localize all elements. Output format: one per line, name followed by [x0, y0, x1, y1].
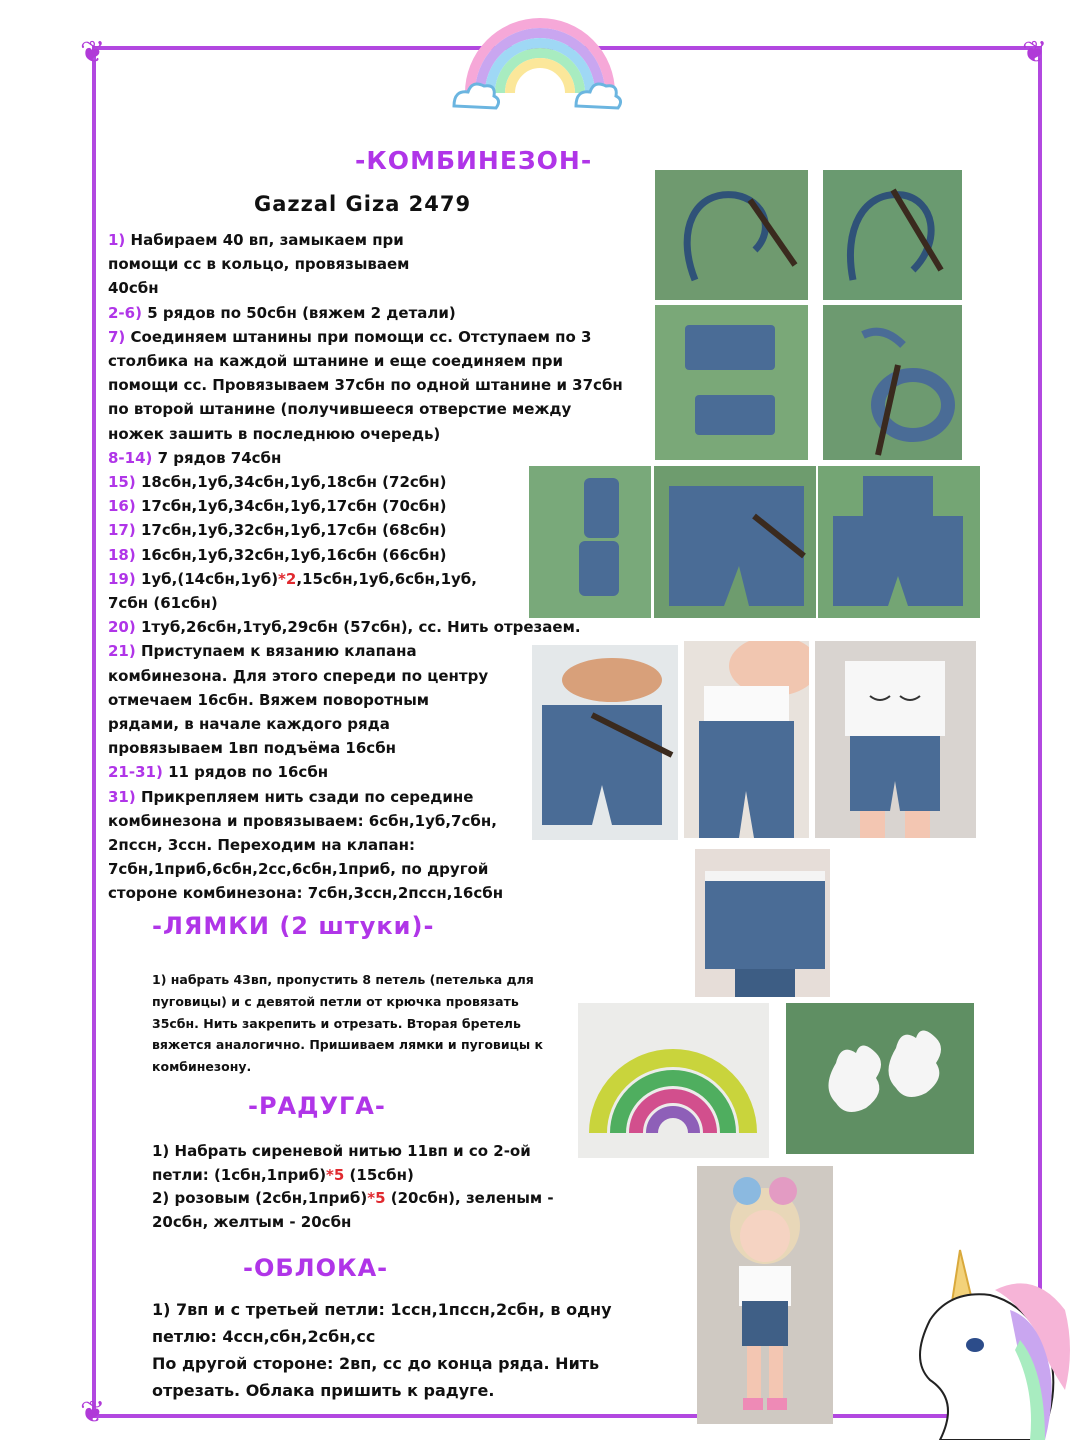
photo-chain-ring-1	[655, 170, 808, 300]
photo-legs	[655, 305, 808, 460]
corner-heart-icon: ❦	[80, 35, 106, 70]
photo-flap-crochet	[532, 645, 678, 840]
rainbow-title: -РАДУГА-	[248, 1092, 386, 1120]
photo-shorts-crochet	[654, 466, 816, 618]
step-8: 18) 16сбн,1уб,32сбн,1уб,16сбн (66сбн)	[108, 545, 447, 564]
photo-clouds	[786, 1003, 974, 1154]
yarn-name: Gazzal Giza 2479	[254, 192, 472, 216]
step-10: 20) 1туб,26сбн,1туб,29сбн (57сбн), сс. Нить отрезаем.	[108, 618, 581, 637]
rainbow-step-1: 1) Набрать сиреневой нитью 11вп и со 2-ой петли: (1сбн,1приб)*5 (15сбн)	[152, 1142, 531, 1184]
photo-chain-ring-2	[823, 170, 962, 300]
step-2: 2-6) 5 рядов по 50сбн (вяжем 2 детали)	[108, 303, 456, 322]
clouds-step-1: 1) 7вп и с третьей петли: 1ссн,1пссн,2сбн, в одну петлю: 4ссн,сбн,2сбн,сс	[152, 1300, 612, 1346]
photo-legs-ring	[823, 305, 962, 460]
step-1: 1) Набираем 40 вп, замыкаем при помощи сс в кольцо, провязываем 40сбн	[108, 231, 410, 298]
photo-shorts	[818, 466, 980, 618]
step-6: 16) 17сбн,1уб,34сбн,1уб,17сбн (70сбн)	[108, 497, 447, 516]
step-11: 21) Приступаем к вязанию клапана комбинезона. Для этого спереди по центру отмечаем 16сбн. Вяжем поворотным рядами, в начале каждого ряда провязываем 1вп подъёма 16сбн	[108, 642, 489, 758]
rainbow-step-2: 2) розовым (2сбн,1приб)*5 (20сбн), зеленым - 20сбн, желтым - 20сбн	[152, 1189, 554, 1231]
photo-overalls-trim	[695, 849, 830, 997]
step-9: 19) 1уб,(14сбн,1уб)*2,15сбн,1уб,6сбн,1уб, 7сбн (61сбн)	[108, 569, 477, 613]
overalls-title: -КОМБИНЕЗОН-	[355, 146, 593, 175]
corner-heart-icon: ❦	[1022, 35, 1048, 70]
clouds-text	[152, 1296, 642, 1404]
step-7: 17) 17сбн,1уб,32сбн,1уб,17сбн (68сбн)	[108, 521, 447, 540]
photo-finished-doll	[697, 1166, 833, 1424]
straps-title: -ЛЯМКИ (2 штуки)-	[152, 912, 435, 940]
photo-doll-flap	[684, 641, 809, 838]
photo-rainbow	[578, 1003, 769, 1158]
straps-text: 1) набрать 43вп, пропустить 8 петель (петелька для пуговицы) и с девятой петли от крючка провязать 35сбн. Нить закрепить и отрезать. Вторая бретель вяжется аналогично. Пришиваем лямки и пуговицы к комбинезону.	[152, 972, 544, 1075]
clouds-title: -ОБЛОКА-	[243, 1254, 389, 1282]
unicorn-icon	[900, 1230, 1080, 1440]
photo-joined-legs	[529, 466, 651, 618]
rainbow-decoration-icon	[440, 8, 640, 118]
step-3: 7) Соединяем штанины при помощи сс. Отступаем по 3 столбика на каждой штанине и еще соединяем при помощи сс. Провязываем 37сбн по одной штанине и 37сбн по второй штанине (получившееся отверстие между ножек зашить в последнюю очередь)	[108, 327, 623, 443]
photo-doll-overalls	[815, 641, 976, 838]
step-5: 15) 18сбн,1уб,34сбн,1уб,18сбн (72сбн)	[108, 473, 447, 492]
corner-heart-icon: ❦	[80, 1395, 106, 1430]
step-12: 21-31) 11 рядов по 16сбн	[108, 763, 329, 782]
rainbow-steps	[152, 1140, 572, 1234]
step-4: 8-14) 7 рядов 74сбн	[108, 448, 282, 467]
step-13: 31) Прикрепляем нить сзади по середине комбинезона и провязываем: 6сбн,1уб,7сбн, 2пссн, 3ссн. Переходим на клапан: 7сбн,1приб,6сбн,2сс,6сбн,1приб, по другой стороне комбинезона: 7сбн,3ссн,2пссн,16сбн	[108, 787, 504, 903]
clouds-step-2: По другой стороне: 2вп, сс до конца ряда. Нить отрезать. Облака пришить к радуге.	[152, 1354, 600, 1400]
